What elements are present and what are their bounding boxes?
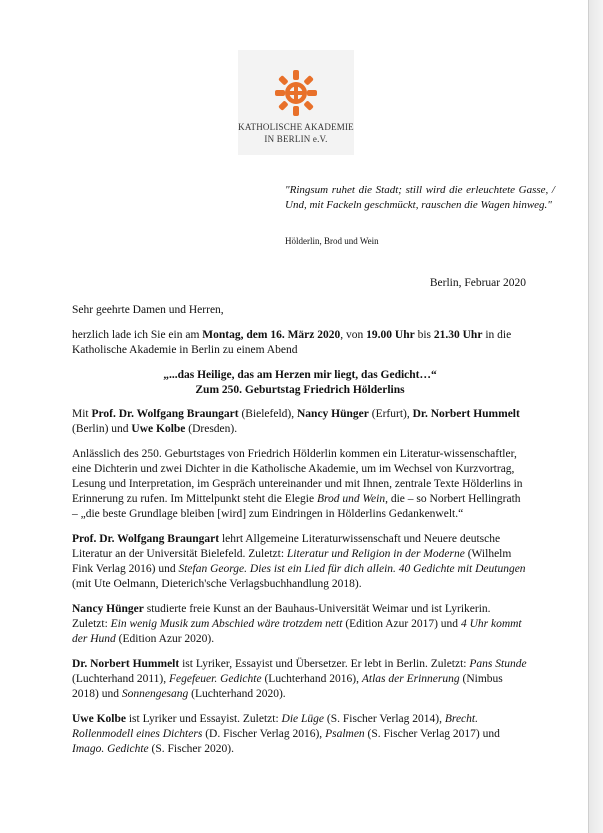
academy-emblem-icon xyxy=(273,68,319,118)
bio-kolbe-name: Uwe Kolbe xyxy=(72,713,126,725)
logo-line-1: KATHOLISCHE AKADEMIE xyxy=(238,122,354,132)
bio-hummelt-work-2: Fegefeuer. Gedichte xyxy=(168,673,262,685)
bio-kolbe-text-2: (S. Fischer Verlag 2014), xyxy=(324,713,445,725)
bio-braungart-name: Prof. Dr. Wolfgang Braungart xyxy=(72,533,220,545)
bio-hummelt xyxy=(72,657,528,702)
bio-kolbe-text-3: (D. Fischer Verlag 2016), xyxy=(202,728,326,740)
bio-hummelt-work-3: Atlas der Erinnerung xyxy=(361,673,460,685)
dateline: Berlin, Februar 2020 xyxy=(429,277,526,289)
bio-braungart-text-2: (Wilhelm Fink Verlag 2016) und xyxy=(72,548,512,575)
bio-huenger-work-1: Ein wenig Musik zum Abschied wäre trotzdem nett xyxy=(110,618,343,630)
viewer-edge xyxy=(588,0,603,833)
invite-text-1: herzlich lade ich Sie ein am xyxy=(72,329,203,341)
bio-kolbe-work-3: Psalmen xyxy=(325,728,365,740)
occasion-text-2: , die – so Norbert Hellingrath – „die beste Grundlage bleiben [wird] zum Eindringen in Hölderlins Gedankenwelt.“ xyxy=(72,493,521,520)
guest-hummelt: Dr. Norbert Hummelt xyxy=(412,408,520,420)
occasion-text-1: Anlässlich des 250. Geburtstages von Friedrich Hölderlin kommen ein Literatur-wissenschaftler, eine Dichterin und zwei Dichter in die Katholische Akademie, um im Wechsel von Kurzvortrag, Lesung und Interpretation, im Gespräch untereinander und mit Ihnen, zentrale Texte Hölderlins in Erinnerung zu rufen. Im Mittelpunkt steht die Elegie xyxy=(72,448,523,505)
bio-hummelt-text-5: (Luchterhand 2020). xyxy=(188,688,286,700)
guests-text-1: Mit xyxy=(72,408,92,420)
bio-braungart-work-2: Stefan George. Dies ist ein Lied für dich allein. 40 Gedichte mit Deutungen xyxy=(178,563,526,575)
invite-text-2: , von xyxy=(340,329,367,341)
bio-hummelt-name: Dr. Norbert Hummelt xyxy=(72,658,180,670)
guest-huenger: Nancy Hünger xyxy=(297,408,369,420)
invite-text-4: in die Katholische Akademie in Berlin zu einem Abend xyxy=(72,329,512,356)
bio-hummelt-text-4: (Nimbus 2018) und xyxy=(72,673,503,700)
bio-kolbe-work-4: Imago. Gedichte xyxy=(72,743,149,755)
letter-body xyxy=(72,303,528,767)
event-title-line-1: „...das Heilige, das am Herzen mir liegt, das Gedicht…“ xyxy=(163,369,437,381)
bio-hummelt-text-3: (Luchterhand 2016), xyxy=(261,673,362,685)
guests-text-3: (Erfurt), xyxy=(368,408,413,420)
bio-hummelt-text-2: (Luchterhand 2011), xyxy=(72,673,169,685)
bio-braungart-text-3: (mit Ute Oelmann, Dieterich'sche Verlagsbuchhandlung 2018). xyxy=(72,578,362,590)
motto-source: Hölderlin, Brod und Wein xyxy=(285,236,379,246)
invitation-paragraph xyxy=(72,328,528,358)
bio-kolbe-work-2: Brecht. Rollenmodell eines Dichters xyxy=(72,713,478,740)
motto-quote: "Ringsum ruhet die Stadt; still wird die erleuchtete Gasse, / Und, mit Fackeln geschmückt, rauschen die Wagen hinweg." xyxy=(285,184,555,211)
guests-text-2: (Bielefeld), xyxy=(238,408,297,420)
bio-hummelt-text-1: ist Lyriker, Essayist und Übersetzer. Er lebt in Berlin. Zuletzt: xyxy=(179,658,470,670)
logo-line-2: IN BERLIN e.V. xyxy=(264,134,328,144)
guests-text-4: (Berlin) und xyxy=(72,423,132,435)
event-title-line-2: Zum 250. Geburtstag Friedrich Hölderlins xyxy=(195,384,405,396)
academy-logo xyxy=(238,50,354,155)
guests-paragraph xyxy=(72,407,528,437)
bio-huenger-work-2: 4 Uhr kommt der Hund xyxy=(72,618,522,645)
salutation: Sehr geehrte Damen und Herren, xyxy=(72,304,224,316)
bio-hummelt-work-1: Pans Stunde xyxy=(469,658,527,670)
bio-huenger-text-1: studierte freie Kunst an der Bauhaus-Universität Weimar und ist Lyrikerin. Zuletzt: xyxy=(72,603,491,630)
bio-braungart xyxy=(72,532,528,592)
occasion-paragraph xyxy=(72,447,528,522)
bio-huenger-text-2: (Edition Azur 2017) und xyxy=(342,618,461,630)
guest-braungart: Prof. Dr. Wolfgang Braungart xyxy=(91,408,239,420)
bio-braungart-text-1: lehrt Allgemeine Literaturwissenschaft und Neuere deutsche Literatur an der Universität Bielefeld. Zuletzt: xyxy=(72,533,501,560)
bio-kolbe xyxy=(72,712,528,757)
bio-kolbe-text-5: (S. Fischer 2020). xyxy=(148,743,234,755)
bio-huenger-name: Nancy Hünger xyxy=(72,603,144,615)
guest-kolbe: Uwe Kolbe xyxy=(131,423,186,435)
bio-hummelt-work-4: Sonnengesang xyxy=(121,688,189,700)
bio-huenger xyxy=(72,602,528,647)
event-end-time: 21.30 Uhr xyxy=(433,329,483,341)
event-start-time: 19.00 Uhr xyxy=(366,329,415,341)
academy-logo-text xyxy=(238,121,354,145)
invite-text-3: bis xyxy=(414,329,434,341)
bio-braungart-work-1: Literatur und Religion in der Moderne xyxy=(286,548,465,560)
bio-kolbe-text-1: ist Lyriker und Essayist. Zuletzt: xyxy=(125,713,282,725)
bio-huenger-text-3: (Edition Azur 2020). xyxy=(115,633,215,645)
guests-text-5: (Dresden). xyxy=(185,423,238,435)
event-title xyxy=(72,368,528,398)
bio-kolbe-work-1: Die Lüge xyxy=(281,713,325,725)
occasion-work: Brod und Wein xyxy=(316,493,386,505)
event-date: Montag, dem 16. März 2020 xyxy=(202,329,341,341)
bio-kolbe-text-4: (S. Fischer Verlag 2017) und xyxy=(364,728,500,740)
